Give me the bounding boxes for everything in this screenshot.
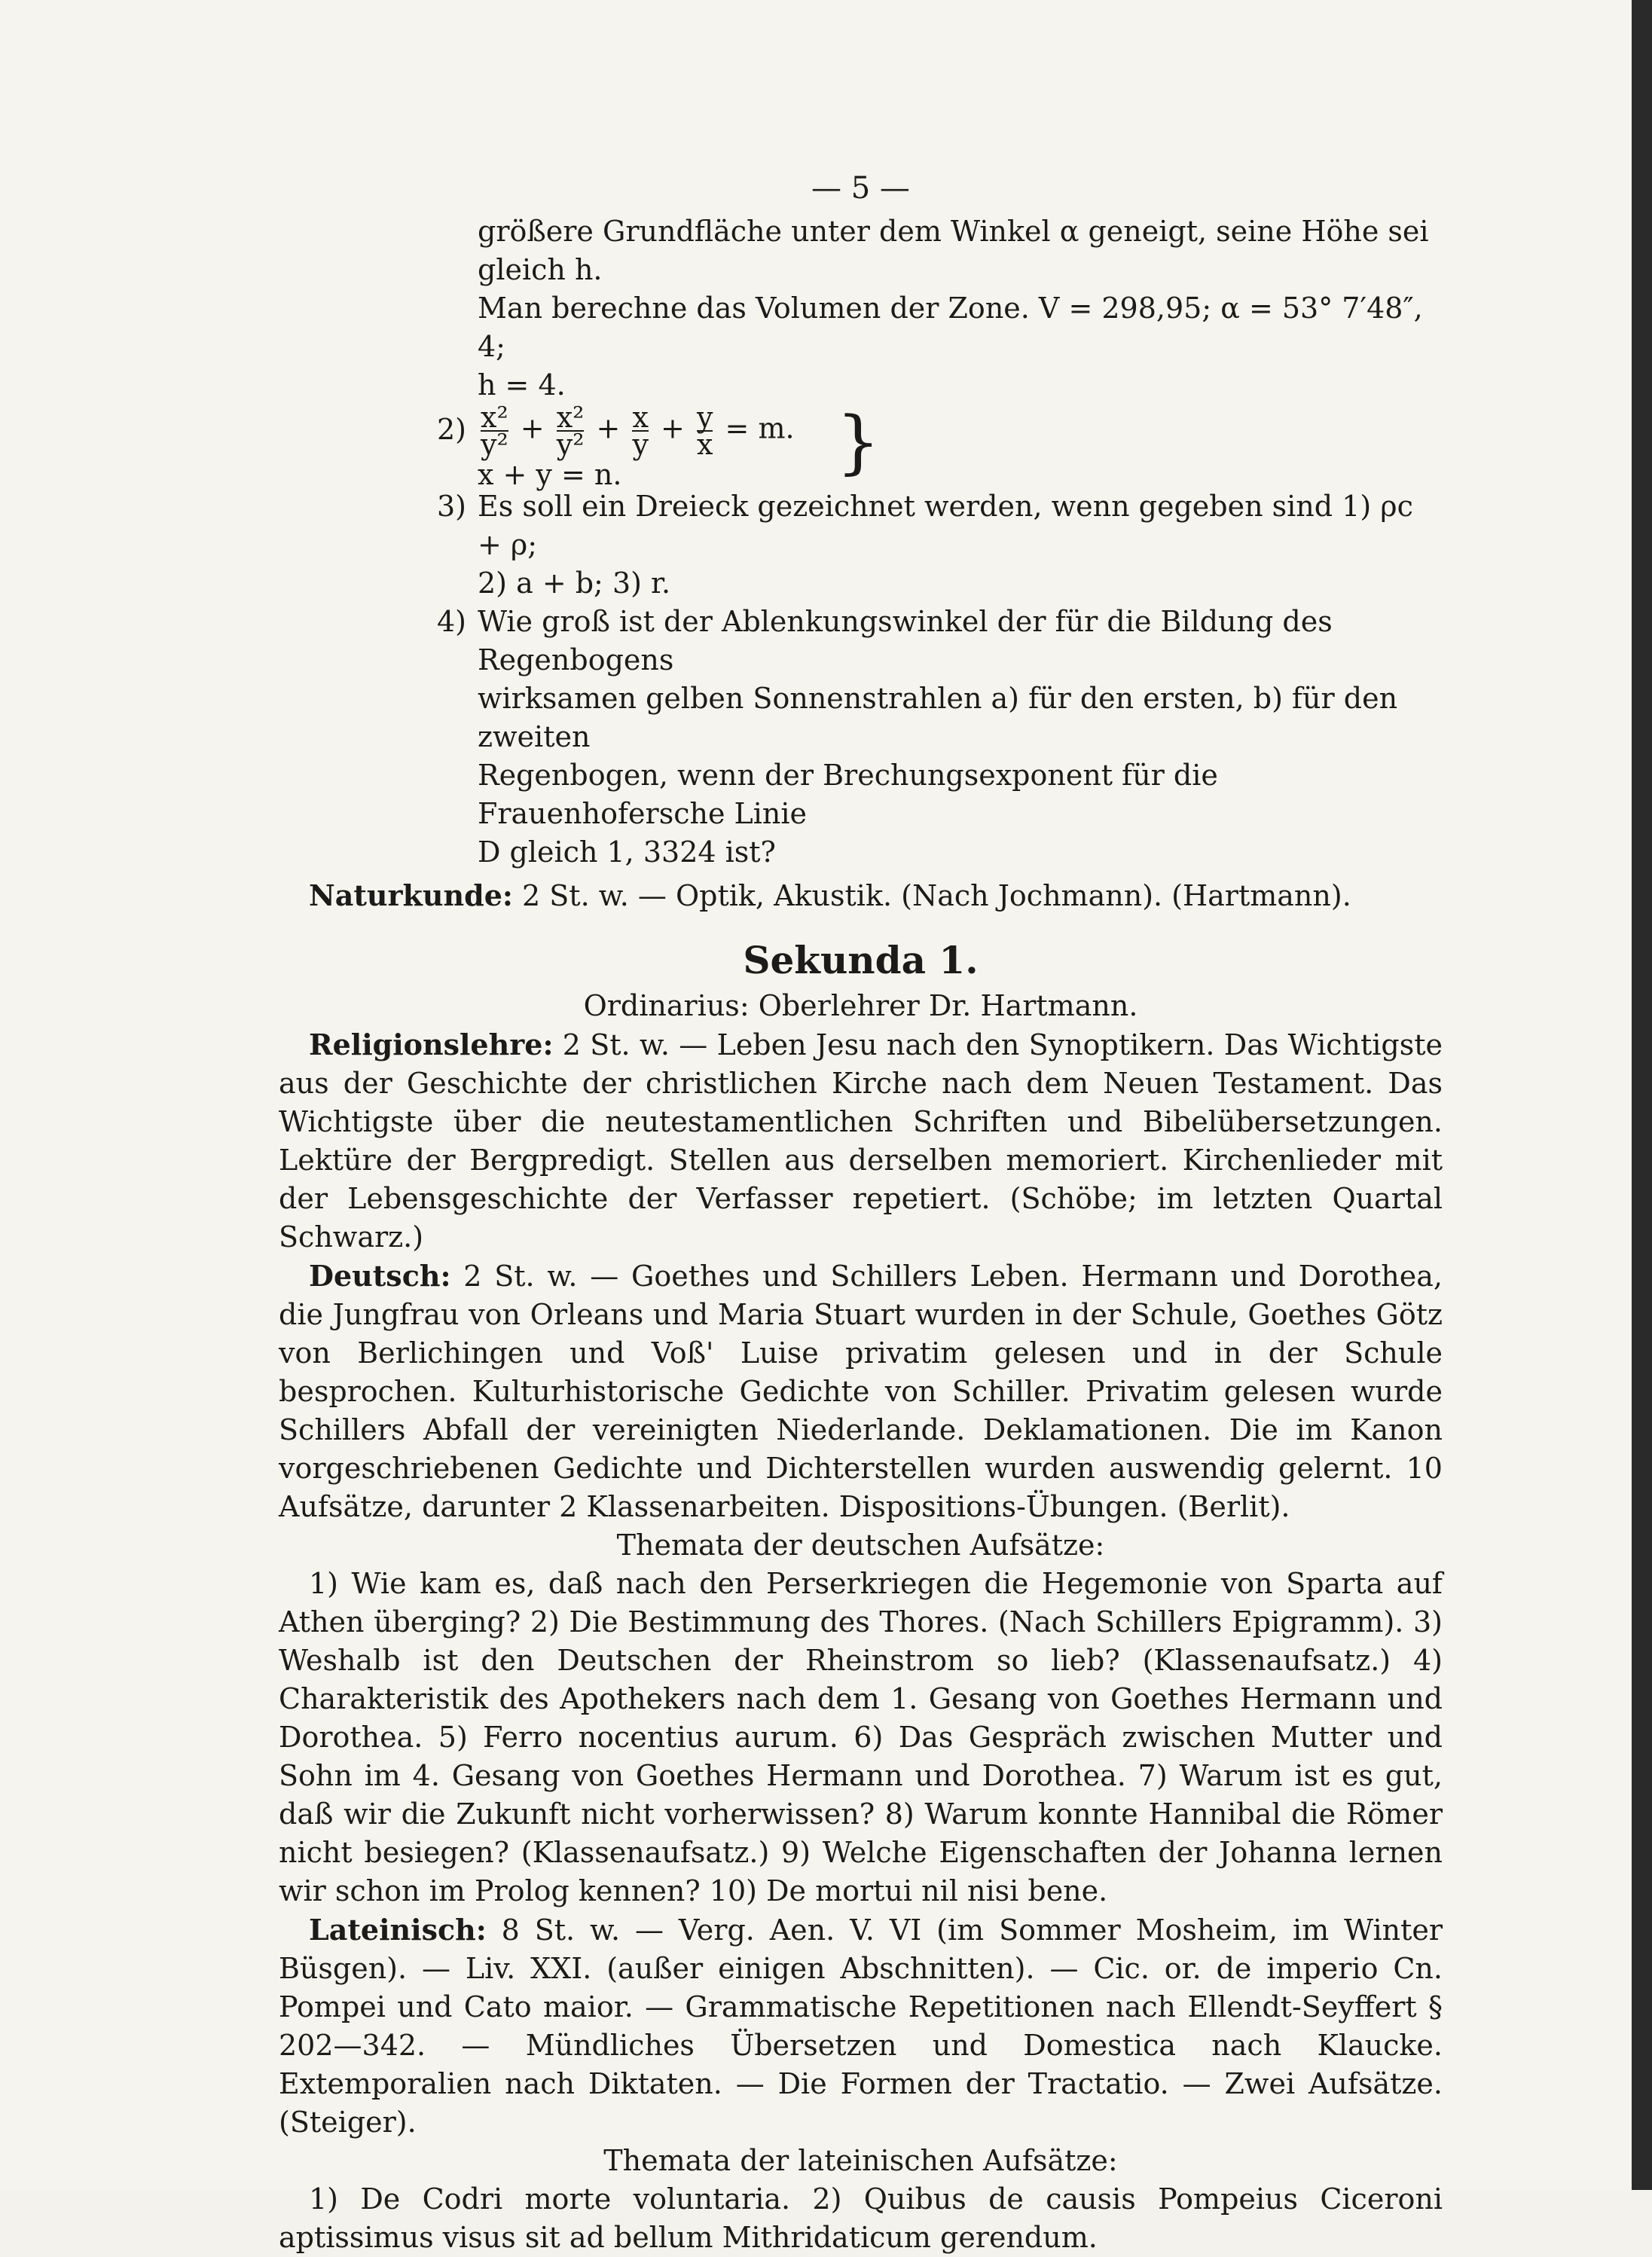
problem-text-line: Man berechne das Volumen der Zone. V = 298,95; α = 53° 7′48″, 4; [478, 292, 1423, 363]
problem-text-line: 2) a + b; 3) r. [478, 567, 671, 600]
subject-text: 2 St. w. — Goethes und Schillers Leben. Hermann und Dorothea, die Jungfrau von Orleans und Maria Stuart wurden in der Schule, Goethes Götz von Berlichingen und Voß' Luise privatim gelesen und in der Schule besprochen. Kulturhistorische Gedichte von Schiller. Privatim gelesen wurde Schillers Abfall der vereinigten Niederlande. Deklamationen. Die im Kanon vorgeschriebenen Gedichte und Dichterstellen wurden auswendig gelernt. 10 Aufsätze, darunter 2 Klassenarbeiten. Dispositions-Übungen. (Berlit). [279, 1260, 1443, 1523]
subject-label: Naturkunde: [309, 878, 513, 912]
subject-text: 2 St. w. — Optik, Akustik. (Nach Jochmann). (Hartmann). [522, 879, 1351, 912]
themata-heading: Themata der deutschen Aufsätze: [616, 1529, 1105, 1562]
religion-paragraph [279, 1025, 1443, 1257]
section-title: Sekunda 1. [743, 938, 979, 982]
problem-item: 3) Es soll ein Dreieck gezeichnet werden, wenn gegeben sind 1) ρc + ρ; [437, 490, 1413, 561]
item-number: 2) [437, 413, 467, 446]
page-content [279, 170, 1443, 2257]
themata-heading: Themata der lateinischen Aufsätze: [603, 2144, 1118, 2177]
subject-text: 2 St. w. — Leben Jesu nach den Synoptikern. Das Wichtigste aus der Geschichte der christlichen Kirche nach dem Neuen Testament. Das Wichtigste über die neutestamentlichen Schriften und Bibelübersetzungen. Lektüre der Bergpredigt. Stellen aus derselben memoriert. Kirchenlieder mit der Lebensgeschichte der Verfasser repetiert. (Schöbe; im letzten Quartal Schwarz.) [279, 1028, 1443, 1254]
subject-label: Religionslehre: [309, 1028, 554, 1061]
themata-list: 1) Wie kam es, daß nach den Perserkriegen die Hegemonie von Sparta auf Athen überging? 2) Die Bestimmung des Thores. (Nach Schillers Epigramm). 3) Weshalb ist den Deutschen der Rheinstrom so lieb? (Klassenaufsatz.) 4) Charakteristik des Apothekers nach dem 1. Gesang von Goethes Hermann und Dorothea. 5) Ferro nocentius aurum. 6) Das Gespräch zwischen Mutter und Sohn im 4. Gesang von Goethes Hermann und Dorothea. 7) Warum ist es gut, daß wir die Zukunft nicht vorherwissen? 8) Warum konnte Hannibal die Römer nicht besiegen? (Klassenaufsatz.) 9) Welche Eigenschaften der Johanna lernen wir schon im Prolog kennen? 10) De mortui nil nisi bene. [279, 1567, 1443, 1907]
themata-list: 1) De Codri morte voluntaria. 2) Quibus de causis Pompeius Ciceroni aptissimus visus sit ad bellum Mithridaticum gerendum. [279, 2182, 1443, 2254]
problem-text-line: größere Grundfläche unter dem Winkel α geneigt, seine Höhe sei gleich h. [478, 215, 1429, 286]
problem-text-line: Regenbogen, wenn der Brechungsexponent für die Frauenhofersche Linie [478, 759, 1218, 830]
ordinarius-line: Ordinarius: Oberlehrer Dr. Hartmann. [583, 989, 1138, 1022]
scan-edge [1632, 0, 1652, 2190]
fraction: $\frac{\text{x²}}{\text{y²}}$ [481, 401, 508, 461]
problem-item: 4) Wie groß ist der Ablenkungswinkel der für die Bildung des Regenbogens [437, 605, 1333, 676]
problem-text-line: wirksamen gelben Sonnenstrahlen a) für den ersten, b) für den zweiten [478, 682, 1398, 753]
fraction: $\frac{y}{x}$ [696, 401, 713, 461]
equation-line: x + y = n. [478, 458, 622, 491]
naturkunde-paragraph [279, 876, 1443, 915]
equation-system: 2) $\frac{\text{x²}}{\text{y²}}$ + $\frac{\text{x²}}{\text{y²}}$ + $\frac{x}{y}$ + $\frac{y}{x}$ = m. } x + y = n. [279, 405, 1443, 487]
page-number: — 5 — [811, 171, 910, 206]
fraction: $\frac{x}{y}$ [632, 401, 649, 461]
subject-text: 8 St. w. — Verg. Aen. V. VI (im Sommer Mosheim, im Winter Büsgen). — Liv. XXI. (außer einigen Abschnitten). — Cic. or. de imperio Cn. Pompei und Cato maior. — Grammatische Repetitionen nach Ellendt-Seyffert § 202—342. — Mündliches Übersetzen und Domestica nach Klaucke. Extemporalien nach Diktaten. — Die Formen der Tractatio. — Zwei Aufsätze. (Steiger). [279, 1913, 1443, 2139]
problem-text-line: D gleich 1, 3324 ist? [478, 835, 776, 869]
problem-text-line: h = 4. [478, 368, 566, 402]
subject-label: Lateinisch: [309, 1913, 487, 1947]
deutsch-paragraph [279, 1257, 1443, 1526]
brace: } [836, 402, 881, 482]
subject-label: Deutsch: [309, 1259, 451, 1293]
lateinisch-paragraph [279, 1910, 1443, 2142]
fraction: $\frac{\text{x²}}{\text{y²}}$ [556, 401, 585, 461]
